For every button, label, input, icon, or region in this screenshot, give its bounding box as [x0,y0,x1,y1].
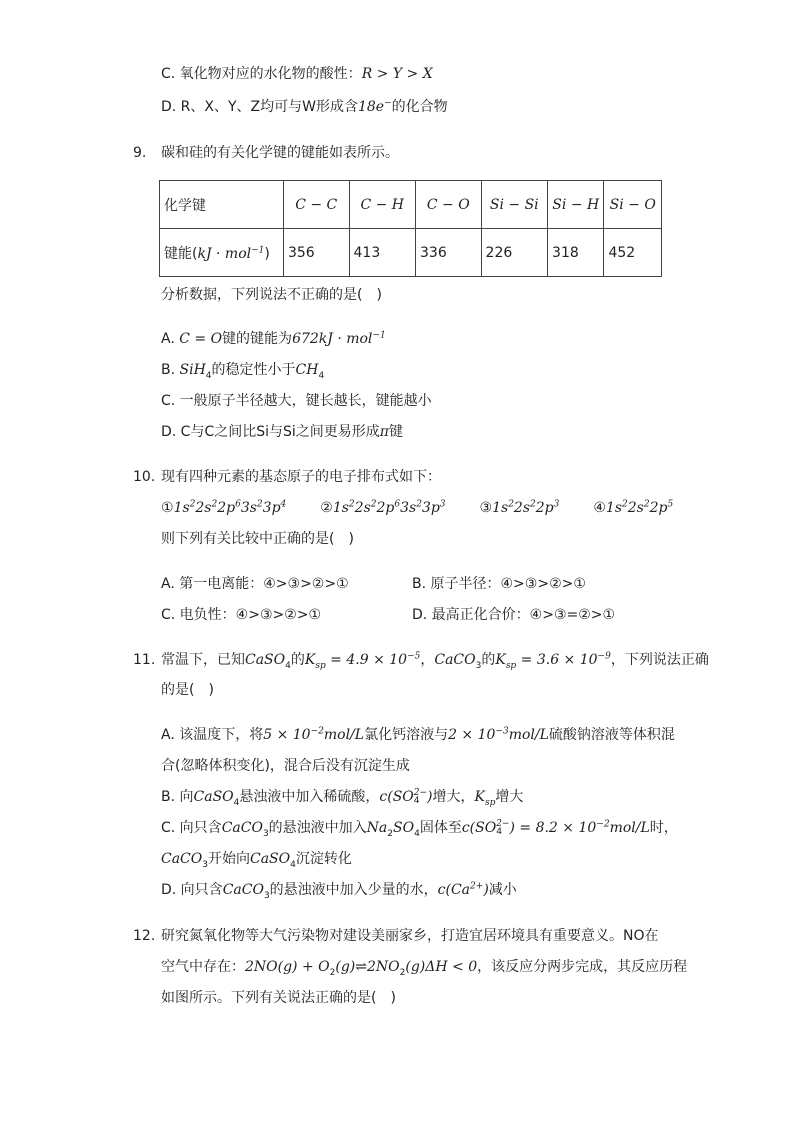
table-cell: 226 [481,229,548,277]
table-header-bond: 化学键 [160,181,284,229]
table-cell: C − C [283,181,349,229]
q9-ask: 分析数据，下列说法不正确的是( ) [161,287,382,303]
orbital: 1s [173,500,190,516]
q12-number: 12. [133,928,156,944]
q11-option-a-line2: 合(忽略体积变化)，混合后没有沉淀生成 [161,758,410,774]
q11-option-c-line1[interactable]: C. 向只含CaCO$_3$的悬浊液中加入$Na_2SO_4$固体至c(SO 2− 4 ) = $8.2 \times 10^{-2}mol/L$时， [161,819,678,839]
electron-count: 2 [370,499,377,510]
q9-option-d[interactable]: D. C与C之间比Si与Si之间更易形成π键 [161,424,403,440]
q9-stem: 碳和硅的有关化学键的键能如表所示。 [161,145,399,161]
table-row [160,181,662,229]
orbital: 3p [262,500,281,516]
q11-option-c-line2: CaCO$_3$开始向CaSO$_4$沉淀转化 [161,851,352,870]
electron-count: 2 [211,499,218,510]
electron-config-3 [480,500,560,516]
config-label: ② [320,500,333,516]
electron-count: 3 [553,499,560,510]
table-cell: 318 [548,229,604,277]
q11-number: 11. [133,652,156,668]
q10-option-b[interactable]: B. 原子半径：④>③>②>① [412,576,586,592]
q8-option-d[interactable]: D. R、X、Y、Z均可与W形成含18e−的化合物 [161,98,448,115]
q10-option-a[interactable]: A. 第一电离能：④>③>②>① [161,576,349,592]
q11-option-b[interactable]: B. 向CaSO$_4$悬浊液中加入稀硫酸，c(SO 2− 4 )增大，$K_{sp}$增大 [161,788,524,808]
table-cell: 413 [349,229,416,277]
electron-count: 2 [508,499,514,510]
config-label: ③ [479,500,493,516]
electron-count: 5 [667,499,674,510]
table-header-energy: 键能(kJ · mol$^{-1}$) [160,229,284,277]
electron-count: 2 [348,499,355,510]
electron-config-1 [161,500,286,516]
sup-sub-stack: 2− 4 [413,788,428,806]
orbital: 1s [492,500,509,516]
q9-number: 9. [133,145,147,161]
electron-count: 3 [439,499,446,510]
orbital: 2s [195,500,212,516]
q10-option-d[interactable]: D. 最高正化合价：④>③=②>① [412,607,616,623]
q12-stem-line1: 研究氮氧化物等大气污染物对建设美丽家乡，打造宜居环境具有重要意义。NO在 [161,928,659,944]
orbital: 2p [217,500,236,516]
orbital: 2p [535,500,554,516]
q9-option-a[interactable]: A. C = O键的键能为672kJ · mol$^{-1}$ [161,330,386,347]
table-row [160,229,662,277]
electron-count: 2 [530,499,536,510]
orbital: 2s [354,500,371,516]
orbital: 2s [627,500,644,516]
electron-count: 2 [189,499,196,510]
electron-count: 6 [235,499,241,510]
config-label: ① [161,500,174,516]
electron-count: 2 [622,499,628,510]
orbital: 1s [605,500,623,516]
bond-energy-table [159,180,662,277]
q11-option-a-line1[interactable]: A. 该温度下，将$5 \times 10^{-2}mol/L$氯化钙溶液与$2 \times 10^{-3}mol/L$硫酸钠溶液等体积混 [161,726,675,743]
q10-option-c[interactable]: C. 电负性：④>③>②>① [161,607,322,623]
orbital: 1s [332,500,349,516]
q11-stem-line1: 常温下，已知CaSO$_4$的$K_{sp} = 4.9 \times 10^{-5}$，CaCO$_3$的$K_{sp} = 3.6 \times 10^{-9}$，下列说法正确 [161,651,709,671]
q8-option-c[interactable]: C. 氧化物对应的水化物的酸性：R > Y > X [161,66,433,82]
orbital: 3s [400,500,417,516]
electron-count: 6 [394,499,401,510]
table-cell: C − H [349,181,416,229]
electron-count: 2 [643,499,650,510]
orbital: 2p [376,500,395,516]
electron-count: 2 [416,499,422,510]
q11-stem-line2: 的是( ) [161,682,214,698]
q11-option-d[interactable]: D. 向只含CaCO$_3$的悬浊液中加入少量的水，$c(Ca^{2+})$减小 [161,881,517,901]
table-cell: 356 [283,229,349,277]
q10-ask: 则下列有关比较中正确的是( ) [161,531,354,547]
config-label: ④ [593,500,606,516]
q10-stem: 现有四种元素的基态原子的电子排布式如下： [161,469,441,485]
table-cell: Si − H [548,181,604,229]
sup-sub-stack: 2− 4 [496,819,510,837]
electron-count: 4 [280,499,287,510]
q10-number: 10. [133,469,156,485]
q9-option-b[interactable]: B. SiH$_4$的稳定性小于$CH_4$ [161,362,325,381]
orbital: 2p [649,500,668,516]
orbital: 3s [240,500,257,516]
orbital: 3p [421,500,440,516]
q12-stem-line3: 如图所示。下列有关说法正确的是( ) [161,990,396,1006]
orbital: 2s [513,500,531,516]
q10-configs [161,498,673,518]
electron-config-4 [593,500,673,516]
q12-stem-line2: 空气中存在：$2NO(g) + O_2(g)\rightleftharpoons 2NO_2(g)\Delta H < 0$，该反应分两步完成，其反应历程 [161,959,688,978]
q9-option-c[interactable]: C. 一般原子半径越大，键长越长，键能越小 [161,393,432,409]
table-cell: C − O [416,181,482,229]
table-cell: 336 [416,229,482,277]
table-cell: Si − O [604,181,662,229]
electron-count: 2 [256,499,263,510]
electron-config-2 [320,500,445,516]
table-cell: Si − Si [481,181,548,229]
table-cell: 452 [604,229,662,277]
